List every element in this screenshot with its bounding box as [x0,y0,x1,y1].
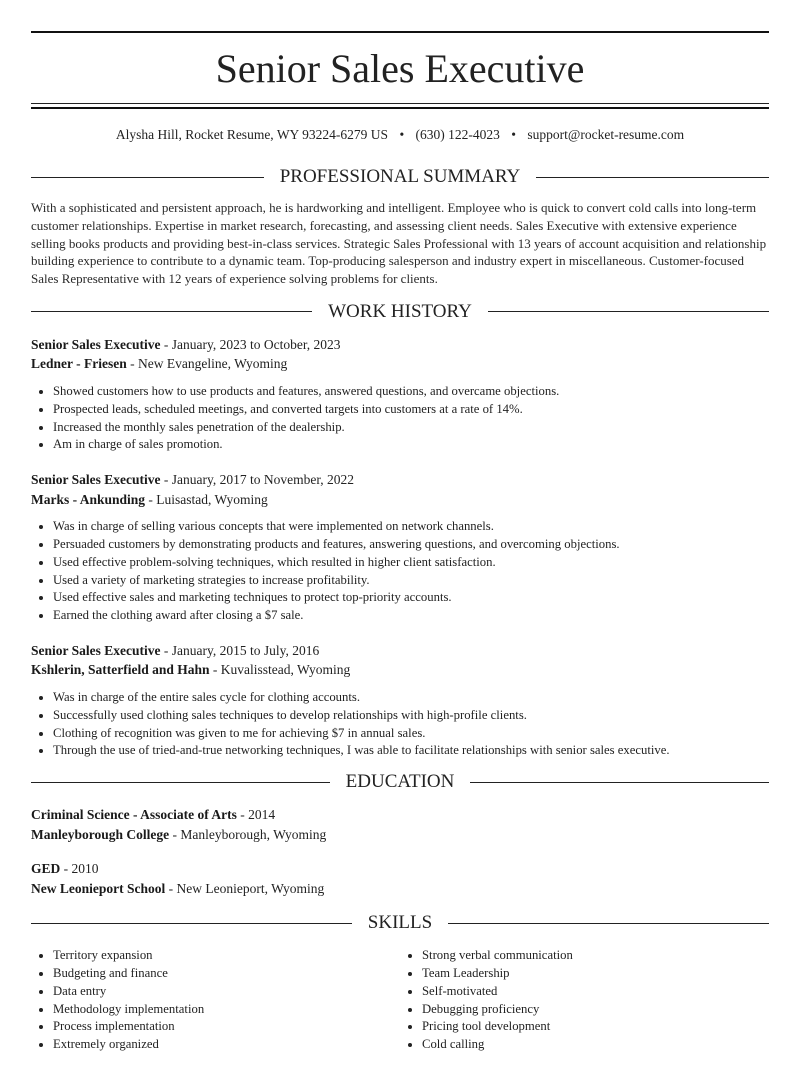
skills-column-left [31,947,400,1054]
list-item: • Prospected leads, scheduled meetings, and converted targets into customers at a rate of 14%. [53,401,769,419]
skill-item: • Cold calling [422,1036,769,1054]
education-location: - Manleyborough, Wyoming [169,826,327,842]
job-location: - Kuvalisstead, Wyoming [209,662,351,678]
double-rule-divider [31,103,769,109]
education-school: Manleyborough College [31,826,170,842]
education-entry [31,805,769,844]
education-entry [31,859,769,898]
skill-item: • Debugging proficiency [422,1001,769,1019]
job-dates: - January, 2023 to October, 2023 [160,336,341,352]
skill-item: • Team Leadership [422,965,769,983]
job-dates: - January, 2017 to November, 2022 [160,472,355,488]
list-item: • Increased the monthly sales penetration of the dealership. [53,419,769,437]
skill-item: • Extremely organized [53,1036,400,1054]
resume-page [0,31,800,1054]
list-item: • Through the use of tried-and-true networking techniques, I was able to facilitate relationships with senior sales executive. [53,742,769,760]
list-item: • Successfully used clothing sales techniques to develop relationships with high-profile clients. [53,707,769,725]
education-year: - 2010 [60,861,99,877]
skill-item: • Process implementation [53,1018,400,1036]
contact-address: Alysha Hill, Rocket Resume, WY 93224-6279 US [115,127,389,142]
list-item: • Earned the clothing award after closing a $7 sale. [53,607,769,625]
list-item: • Was in charge of selling various concepts that were implemented on network channels. [53,518,769,536]
section-heading-education: EDUCATION [31,771,769,793]
skill-item: • Budgeting and finance [53,965,400,983]
bullet-separator: • [399,127,405,142]
list-item: • Am in charge of sales promotion. [53,436,769,454]
skill-item: • Strong verbal communication [422,947,769,965]
job-location: - Luisastad, Wyoming [145,491,268,507]
job-company: Marks - Ankunding [31,491,146,507]
list-item: • Showed customers how to use products and features, answered questions, and overcame objections. [53,383,769,401]
contact-email: support@rocket-resume.com [527,127,685,142]
list-item: • Persuaded customers by demonstrating products and features, answering questions, and overcoming objections. [53,536,769,554]
job-dates: - January, 2015 to July, 2016 [160,642,320,658]
skill-item: • Data entry [53,983,400,1001]
skill-item: • Territory expansion [53,947,400,965]
skill-item: • Methodology implementation [53,1001,400,1019]
top-rule-divider [31,31,769,33]
education-school: New Leonieport School [31,880,166,896]
skill-item: • Pricing tool development [422,1018,769,1036]
education-location: - New Leonieport, Wyoming [165,880,325,896]
skill-item: • Self-motivated [422,983,769,1001]
job-company: Ledner - Friesen [31,356,127,372]
education-degree: GED [31,861,61,877]
job-title: Senior Sales Executive [31,642,161,658]
job-entry [31,335,769,454]
list-item: • Used effective problem-solving techniques, which resulted in higher client satisfaction. [53,554,769,572]
contact-phone: (630) 122-4023 [415,127,500,142]
education-year: - 2014 [236,807,276,823]
job-location: - New Evangeline, Wyoming [126,356,288,372]
job-entry [31,641,769,760]
bullet-separator: • [511,127,517,142]
job-bullets [31,518,769,625]
section-heading-summary: PROFESSIONAL SUMMARY [31,166,769,188]
resume-title: Senior Sales Executive [215,46,585,91]
list-item: • Used a variety of marketing strategies to increase profitability. [53,572,769,590]
summary-text: With a sophisticated and persistent approach, he is hardworking and intelligent. Employee who is quick to convert cold calls into long-term customer relationships. Expertise in market research, forecasting, and assessing client needs. Sales Executive with extensive experience selling books products and providing best-in-class services. Strategic Sales Professional with 13 years of account acquisition and relationship building experience to contribute to a dynamic team. Top-producing salesperson and industry expert in miscellaneous. Customer-focused Sales Representative with 12 years of experience solving problems for clients. [31,200,767,287]
section-heading-skills: SKILLS [31,912,769,934]
job-entry [31,470,769,625]
list-item: • Was in charge of the entire sales cycle for clothing accounts. [53,689,769,707]
job-bullets [31,383,769,454]
job-company: Kshlerin, Satterfield and Hahn [31,662,210,678]
job-bullets [31,689,769,760]
skills-column-right [400,947,769,1054]
section-heading-work-history: WORK HISTORY [31,301,769,323]
job-title: Senior Sales Executive [31,336,161,352]
job-title: Senior Sales Executive [31,472,161,488]
list-item: • Clothing of recognition was given to me for achieving $7 in annual sales. [53,725,769,743]
education-degree: Criminal Science - Associate of Arts [31,807,237,823]
list-item: • Used effective sales and marketing techniques to protect top-priority accounts. [53,589,769,607]
contact-info [31,126,769,144]
skills-list [31,947,769,1054]
